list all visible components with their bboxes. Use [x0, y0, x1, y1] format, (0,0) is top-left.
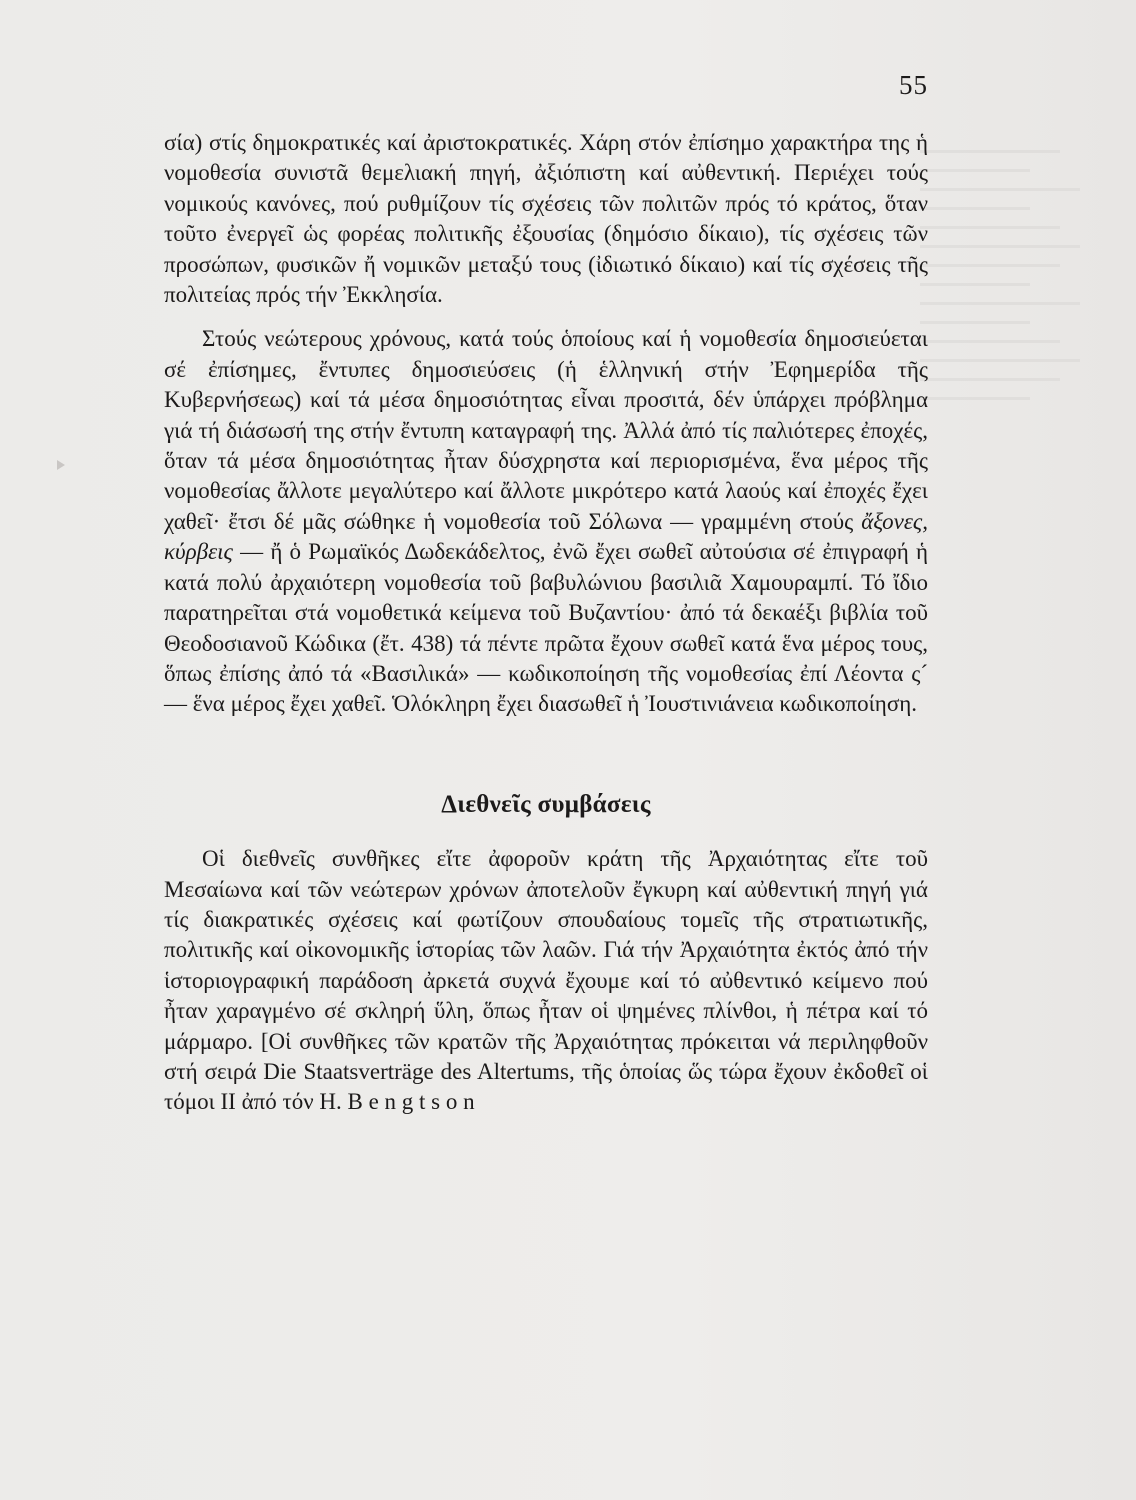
paragraph-2-start: Στούς νεώτερους χρόνους, κατά τούς ὁποίους καί ἡ νομοθεσία δημοσιεύεται σέ ἐπίσημες, ἔντυπες δημοσιεύσεις (ἡ ἑλληνική στήν Ἐφημερίδα τῆς Κυβερνήσεως) καί τά μέσα δημοσιότητας εἶναι προσιτά, δέν ὑπάρχει πρόβλημα γιά τή διάσωσή της στήν ἔντυπη καταγραφή της. Ἀλλά ἀπό τίς παλιότερες ἐποχές, ὅταν τά μέσα δημοσιότητας ἦταν δύσχρηστα καί περιορισμένα, ἕνα μέρος τῆς νομοθεσίας ἄλλοτε μεγαλύτερο καί ἄλλοτε μικρότερο κατά λαούς καί ἐποχές ἔχει χαθεῖ· ἔτσι δέ μᾶς σώθηκε ἡ νομοθεσία τοῦ Σόλωνα — γραμμένη στούς — [164, 326, 928, 534]
paragraph-2 — [164, 324, 928, 719]
margin-mark-icon — [57, 460, 65, 470]
paragraph-1: σία) στίς δημοκρατικές καί ἀριστοκρατικές. Χάρη στόν ἐπίσημο χαρακτήρα της ἡ νομοθεσία συνιστᾶ θεμελιακή πηγή, ἀξιόπιστη καί αὐθεντική. Περιέχει τούς νομικούς κανόνες, πού ρυθμίζουν τίς σχέσεις τῶν πολιτῶν πρός τό κράτος, ὅταν τοῦτο ἐνεργεῖ ὡς φορέας πολιτικῆς ἐξουσίας (δημόσιο δίκαιο), τίς σχέσεις τῶν προσώπων, φυσικῶν ἤ νομικῶν μεταξύ τους (ἰδιωτικό δίκαιο) καί τίς σχέσεις τῆς πολιτείας πρός τήν Ἐκκλησία. — [164, 130, 928, 308]
page-number: 55 — [899, 70, 928, 100]
paragraph-2-end: — ἤ ὁ Ρωμαϊκός Δωδεκάδελτος, ἐνῶ ἔχει σωθεῖ αὐτούσια σέ ἐπιγραφή ἡ κατά πολύ ἀρχαιότερη νομοθεσία τοῦ βαβυλώνιου βασιλιᾶ Χαμουραμπί. Τό ἴδιο παρατηρεῖται στά νομοθετικά κείμενα τοῦ Βυζαντίου· ἀπό τά δεκαέξι βιβλία τοῦ Θεοδοσιανοῦ Κώδικα (ἔτ. 438) τά πέντε πρῶτα ἔχουν σωθεῖ κατά ἕνα μέρος τους, ὅπως ἐπίσης ἀπό τά «Βασιλικά» — κωδικοποίηση τῆς νομοθεσίας ἐπί Λέοντα ς´ — ἕνα μέρος ἔχει χαθεῖ. Ὁλόκληρη ἔχει διασωθεῖ ἡ Ἰουστινιάνεια κωδικοποίηση. — [164, 539, 928, 717]
italic-term: ἄξονες, κύρβεις — [164, 508, 929, 565]
section-heading: Διεθνεῖς συμβάσεις — [441, 790, 651, 818]
show-through-text — [920, 150, 1120, 410]
body-text — [164, 128, 928, 1118]
paragraph-3: Οἱ διεθνεῖς συνθῆκες εἴτε ἀφοροῦν κράτη τῆς Ἀρχαιότητας εἴτε τοῦ Μεσαίωνα καί τῶν νεώτερων χρόνων ἀποτελοῦν ἔγκυρη καί αὐθεντική πηγή γιά τίς διακρατικές σχέσεις καί φωτίζουν σπουδαίους τομεῖς τῆς στρατιωτικῆς, πολιτικῆς καί οἰκονομικῆς ἱστορίας τῶν λαῶν. Γιά τήν Ἀρχαιότητα ἐκτός ἀπό τήν ἱστοριογραφική παράδοση ἀρκετά συχνά ἔχουμε καί τό αὐθεντικό κείμενο πού ἦταν χαραγμένο σέ σκληρή ὕλη, ὅπως ἦταν οἱ ψημένες πλίνθοι, ἡ πέτρα καί τό μάρμαρο. [Οἱ συνθῆκες τῶν κρατῶν τῆς Ἀρχαιότητας πρόκειται νά περιληφθοῦν στή σειρά Die Staatsverträge des Altertums, τῆς ὁποίας ὥς τώρα ἔχουν ἐκδοθεῖ οἱ τόμοι II ἀπό τόν H. B e n g t s o n — [164, 846, 928, 1115]
